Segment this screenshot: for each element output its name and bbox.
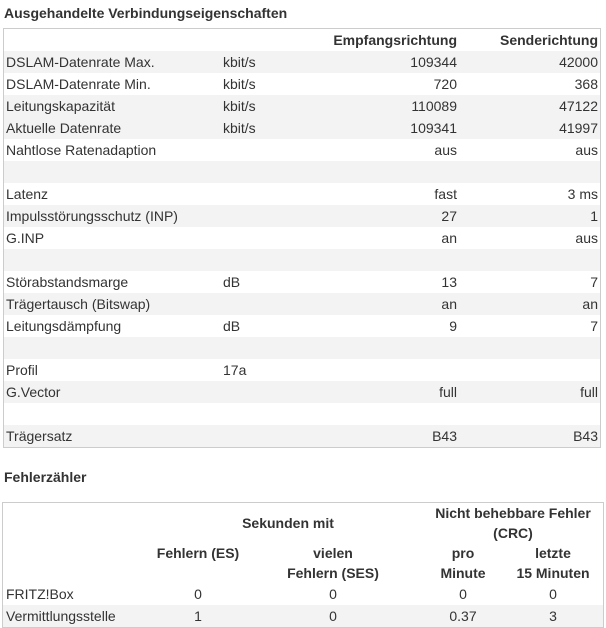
crc-min-value: 0 [459, 586, 467, 602]
up-value [459, 359, 601, 381]
row-label: Vermittlungsstelle [6, 608, 116, 624]
down-value: 27 [441, 208, 457, 224]
row-unit [221, 425, 305, 448]
row-label: Latenz [6, 186, 49, 202]
table-row [4, 227, 601, 249]
table-row [4, 271, 601, 293]
table-row [4, 381, 601, 403]
header-ses-2: Fehlern (SES) [287, 565, 379, 581]
row-label: Leitungsdämpfung [6, 318, 122, 334]
header-ses-1: vielen [313, 545, 353, 561]
row-label: Aktuelle Datenrate [6, 120, 122, 136]
down-value: 9 [449, 318, 457, 334]
crc-min-value: 0.37 [449, 608, 477, 624]
row-unit [221, 183, 305, 205]
row-unit [221, 139, 305, 161]
ses-value: 0 [329, 608, 337, 624]
header-last-2: 15 Minuten [516, 565, 590, 581]
down-value: 110089 [411, 98, 457, 114]
es-value: 0 [194, 586, 202, 602]
es-value: 1 [194, 608, 202, 624]
section-title-errors: Fehlerzähler [4, 469, 87, 485]
row-unit: kbit/s [223, 54, 256, 70]
row-unit: dB [223, 274, 241, 290]
row-label: G.INP [6, 230, 45, 246]
row-unit [221, 293, 305, 315]
table-row [4, 293, 601, 315]
header-seconds-with: Sekunden mit [242, 515, 334, 531]
spacer-row [4, 403, 601, 425]
up-value: 368 [574, 76, 598, 92]
up-value: B43 [573, 428, 598, 444]
row-label: Leitungskapazität [6, 98, 115, 114]
row-label: Trägersatz [6, 428, 73, 444]
row-label: Nahtlose Ratenadaption [6, 142, 157, 158]
up-value: an [582, 296, 598, 312]
row-label: DSLAM-Datenrate Max. [6, 54, 155, 70]
down-value: 720 [433, 76, 457, 92]
row-unit [221, 227, 305, 249]
table-row [4, 205, 601, 227]
table-row [4, 117, 601, 139]
down-value: fast [434, 186, 457, 202]
up-value: 42000 [559, 54, 598, 70]
header-crc: Nicht behebbare Fehler (CRC) [435, 505, 591, 541]
table-row [4, 315, 601, 337]
up-value: 7 [590, 318, 598, 334]
row-label: G.Vector [6, 384, 61, 400]
table-row [4, 183, 601, 205]
down-value [305, 359, 459, 381]
down-value: B43 [432, 428, 457, 444]
row-label: Profil [6, 362, 38, 378]
section-title-connection: Ausgehandelte Verbindungseigenschaften [4, 5, 288, 21]
crc-15-value: 0 [549, 586, 557, 602]
crc-15-value: 3 [549, 608, 557, 624]
row-label: FRITZ!Box [6, 586, 74, 602]
spacer-row [4, 249, 601, 271]
row-unit: 17a [223, 362, 247, 378]
down-value: 13 [441, 274, 457, 290]
spacer-row [4, 161, 601, 183]
row-label: DSLAM-Datenrate Min. [6, 76, 151, 92]
table-row [3, 605, 604, 628]
down-value: full [439, 384, 457, 400]
row-label: Störabstandsmarge [6, 274, 129, 290]
up-value: aus [575, 230, 598, 246]
down-value: aus [434, 142, 457, 158]
error-counter-table [2, 502, 604, 628]
table-row [4, 95, 601, 117]
table-row [4, 139, 601, 161]
up-value: 3 ms [567, 186, 598, 202]
up-value: full [580, 384, 598, 400]
header-last-1: letzte [535, 545, 571, 561]
up-value: 47122 [559, 98, 598, 114]
table-row [4, 51, 601, 73]
down-value: an [441, 296, 457, 312]
connection-properties-table [3, 28, 601, 448]
row-unit: kbit/s [223, 120, 256, 136]
row-label: Trägertausch (Bitswap) [6, 296, 151, 312]
row-unit: kbit/s [223, 98, 256, 114]
down-value: an [441, 230, 457, 246]
row-label: Impulsstörungsschutz (INP) [6, 208, 178, 224]
down-value: 109341 [410, 120, 457, 136]
table-row [3, 583, 604, 605]
ses-value: 0 [329, 586, 337, 602]
table-row [4, 73, 601, 95]
header-pro-1: pro [451, 545, 475, 561]
row-unit [221, 205, 305, 227]
row-unit: dB [223, 318, 241, 334]
header-up: Senderichtung [499, 32, 598, 48]
header-down: Empfangsrichtung [333, 32, 457, 48]
table-header [4, 29, 601, 52]
row-unit: kbit/s [223, 76, 256, 92]
header-pro-2: Minute [440, 565, 486, 581]
table-row [4, 425, 601, 448]
table-row [4, 359, 601, 381]
up-value: 7 [590, 274, 598, 290]
header-es: Fehlern (ES) [156, 545, 240, 561]
up-value: aus [575, 142, 598, 158]
up-value: 1 [590, 208, 598, 224]
down-value: 109344 [410, 54, 457, 70]
row-unit [221, 381, 305, 403]
spacer-row [4, 337, 601, 359]
up-value: 41997 [559, 120, 598, 136]
